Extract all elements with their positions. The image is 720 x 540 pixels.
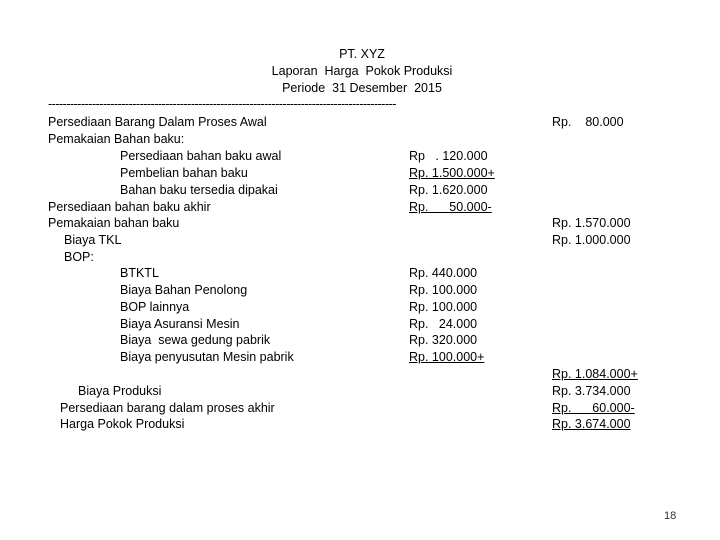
amount-bop-item: Rp. 24.000 [409,317,478,331]
label-persediaan-bahan-baku-akhir: Persediaan bahan baku akhir [48,200,211,214]
label-pembelian-bahan-baku: Pembelian bahan baku [120,166,248,180]
header-separator: ----------------------------------------------------------------------------------------------- [48,97,396,111]
label-biaya-tkl: Biaya TKL [64,233,122,247]
label-bop-item: Biaya Bahan Penolong [120,283,248,297]
amount-bop-item: Rp. 320.000 [409,333,478,347]
amount-bop-item: Rp. 440.000 [409,266,478,280]
amount-total-bop: Rp. 1.084.000+ [552,367,638,381]
label-bop-header: BOP: [64,250,94,264]
label-bahan-baku-tersedia: Bahan baku tersedia dipakai [120,183,278,197]
label-biaya-produksi: Biaya Produksi [78,384,162,398]
amount-persediaan-awal-pdp: Rp. 80.000 [552,115,624,129]
label-pemakaian-bahan-baku: Pemakaian bahan baku [48,216,180,230]
amount-bop-item: Rp. 100.000+ [409,350,485,364]
amount-persediaan-bahan-baku-awal: Rp . 120.000 [409,149,488,163]
amount-biaya-tkl: Rp. 1.000.000 [552,233,631,247]
label-bop-item: Biaya Asuransi Mesin [120,317,240,331]
label-persediaan-awal-pdp: Persediaan Barang Dalam Proses Awal [48,115,267,129]
amount-bahan-baku-tersedia: Rp. 1.620.000 [409,183,488,197]
amount-persediaan-bahan-baku-akhir: Rp. 50.000- [409,200,492,214]
amount-pemakaian-bahan-baku: Rp. 1.570.000 [552,216,631,230]
label-bop-item: BTKTL [120,266,159,280]
amount-bop-item: Rp. 100.000 [409,283,478,297]
label-persediaan-bahan-baku-awal: Persediaan bahan baku awal [120,149,282,163]
amount-harga-pokok-produksi: Rp. 3.674.000 [552,417,631,431]
label-persediaan-akhir-pdp: Persediaan barang dalam proses akhir [60,401,275,415]
page-number: 18 [664,510,677,522]
company-name: PT. XYZ [339,47,385,61]
label-bop-item: Biaya sewa gedung pabrik [120,333,271,347]
label-bop-item: BOP lainnya [120,300,190,314]
label-pemakaian-bahan-baku-header: Pemakaian Bahan baku: [48,132,185,146]
label-harga-pokok-produksi: Harga Pokok Produksi [60,417,185,431]
amount-persediaan-akhir-pdp: Rp. 60.000- [552,401,635,415]
label-bop-item: Biaya penyusutan Mesin pabrik [120,350,294,364]
amount-pembelian-bahan-baku: Rp. 1.500.000+ [409,166,495,180]
report-period: Periode 31 Desember 2015 [282,81,442,95]
amount-biaya-produksi: Rp. 3.734.000 [552,384,631,398]
amount-bop-item: Rp. 100.000 [409,300,478,314]
report-title: Laporan Harga Pokok Produksi [271,64,453,78]
